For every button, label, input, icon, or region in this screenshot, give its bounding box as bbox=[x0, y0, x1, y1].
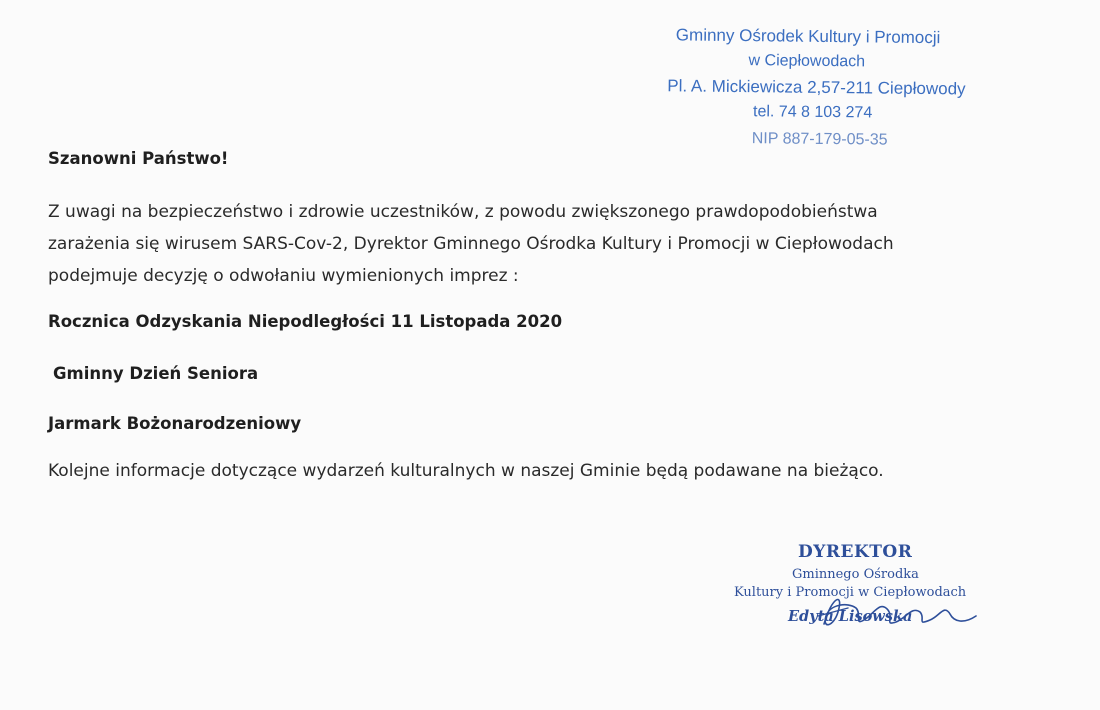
paragraph-line: Z uwagi na bezpieczeństwo i zdrowie uczestników, z powodu zwiększonego prawdopodobieństwa bbox=[48, 202, 878, 222]
paragraph-line: podejmuje decyzję o odwołaniu wymienionych imprez : bbox=[48, 266, 519, 286]
letter-greeting: Szanowni Państwo! bbox=[48, 149, 229, 168]
handwritten-signature-icon bbox=[804, 586, 994, 636]
cancelled-event: Rocznica Odzyskania Niepodległości 11 Listopada 2020 bbox=[48, 312, 563, 331]
letterhead-stamp bbox=[640, 22, 1040, 149]
letterhead-nip: NIP 887-179-05-35 bbox=[751, 130, 888, 149]
letterhead-org-name: Gminny Ośrodek Kultury i Promocji bbox=[675, 25, 941, 48]
letter-paragraph bbox=[48, 196, 894, 292]
letterhead-address: Pl. A. Mickiewicza 2,57-211 Ciepłowody bbox=[667, 76, 966, 99]
signature-institution: Gminnego Ośrodka bbox=[792, 567, 919, 582]
signature-institution-line2: Kultury i Promocji w Ciepłowodach bbox=[734, 585, 967, 600]
signature-title: DYREKTOR bbox=[798, 542, 913, 562]
letterhead-town: w Ciepłowodach bbox=[748, 52, 866, 71]
letterhead-phone: tel. 74 8 103 274 bbox=[752, 103, 873, 122]
cancelled-event: Gminny Dzień Seniora bbox=[53, 364, 259, 383]
paragraph-line: zarażenia się wirusem SARS-Cov-2, Dyrektor Gminnego Ośrodka Kultury i Promocji w Ciepłowodach bbox=[48, 234, 894, 254]
signature-name: Edyta Lisowska bbox=[788, 608, 913, 625]
letter-closing: Kolejne informacje dotyczące wydarzeń kulturalnych w naszej Gminie będą podawane na bieżąco. bbox=[48, 461, 884, 481]
cancelled-event: Jarmark Bożonarodzeniowy bbox=[48, 414, 302, 433]
director-signature-stamp bbox=[720, 538, 1020, 648]
